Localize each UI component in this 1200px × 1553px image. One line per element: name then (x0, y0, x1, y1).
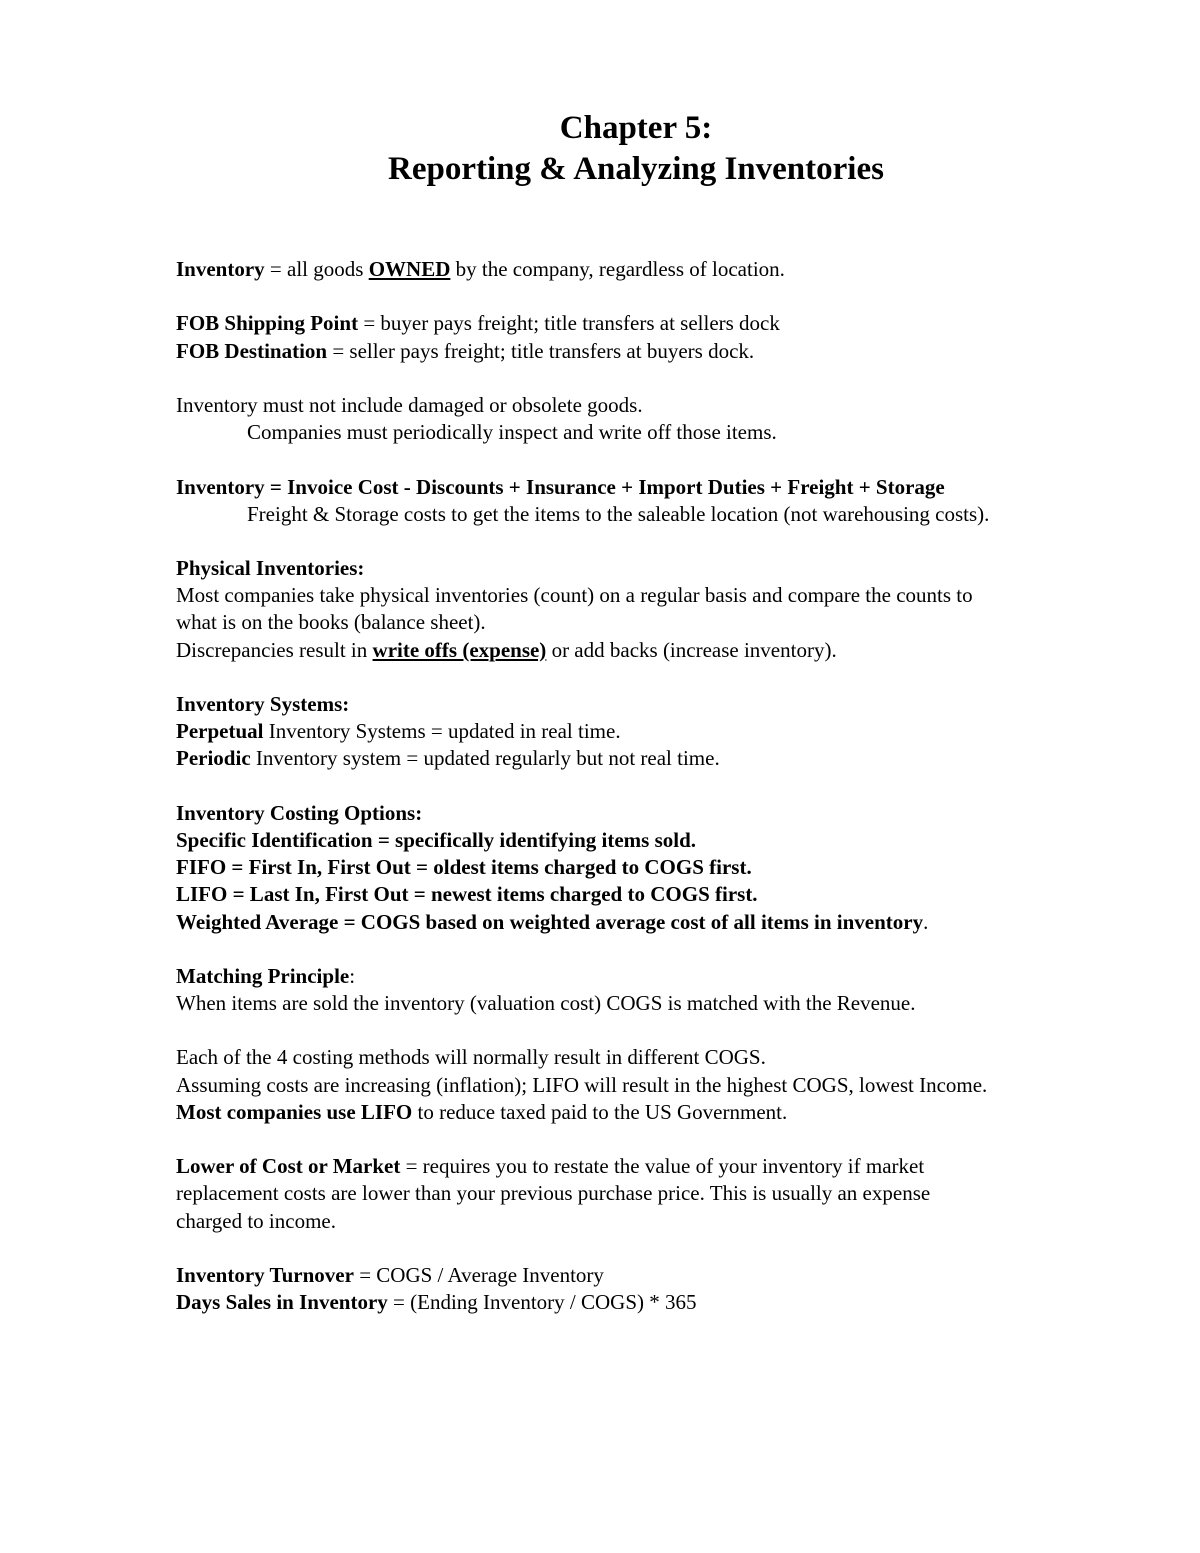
text: Weighted Average = COGS based on weighted average cost of all items in inventory (176, 909, 924, 934)
term: Perpetual (176, 719, 264, 744)
text: LIFO = Last In, First Out = newest items charged to COGS first. (176, 882, 758, 907)
text: = all goods (264, 257, 369, 281)
term: FOB Destination (176, 338, 328, 363)
methods-line-1: Each of the 4 costing methods will normally result in different COGS. (176, 1045, 766, 1070)
term: FOB Shipping Point (176, 311, 359, 336)
inspect-line: Companies must periodically inspect and write off those items. (247, 420, 777, 445)
heading: Matching Principle (176, 963, 350, 988)
text: = requires you to restate the value of your inventory if market (400, 1154, 925, 1179)
physical-line-2: what is on the books (balance sheet). (176, 610, 486, 635)
text: Inventory system = updated regularly but not real time. (250, 746, 720, 771)
text: to reduce taxed paid to the US Government. (412, 1099, 788, 1124)
term: Inventory (176, 257, 265, 281)
methods-line-3 (176, 1099, 1136, 1126)
periodic-line (176, 745, 1136, 772)
heading: Inventory Costing Options: (176, 800, 423, 825)
text: = buyer pays freight; title transfers at sellers dock (358, 311, 780, 336)
costing-specific (176, 827, 1136, 854)
matching-line: When items are sold the inventory (valuation cost) COGS is matched with the Revenue. (176, 991, 916, 1016)
lcm-line-3: charged to income. (176, 1208, 336, 1233)
physical-line-3 (176, 637, 1136, 664)
inventory-formula (176, 474, 1136, 501)
costing-heading (176, 800, 1136, 827)
text: Specific Identification = specifically identifying items sold. (176, 827, 697, 852)
physical-line-1: Most companies take physical inventories (count) on a regular basis and compare the counts to (176, 583, 973, 608)
heading: Inventory Systems: (176, 692, 350, 716)
owned-emphasis: OWNED (368, 257, 451, 281)
turnover-line (176, 1262, 1136, 1289)
text: or add backs (increase inventory). (546, 637, 837, 662)
formula: Inventory = Invoice Cost - Discounts + Insurance + Import Duties + Freight + Storage (176, 474, 945, 499)
chapter-title (0, 108, 1200, 190)
systems-heading (176, 691, 1136, 718)
lcm-line-1 (176, 1153, 1136, 1180)
title-line-1: Chapter 5: (559, 110, 713, 146)
text: Inventory Systems = updated in real time. (263, 719, 621, 744)
text: . (923, 909, 929, 934)
write-offs-emphasis: write offs (expense) (372, 637, 547, 662)
text: FIFO = First In, First Out = oldest items charged to COGS first. (176, 855, 752, 880)
term: Most companies use LIFO (176, 1099, 413, 1124)
perpetual-line (176, 718, 1136, 745)
damaged-goods-line: Inventory must not include damaged or obsolete goods. (176, 392, 643, 417)
term: Periodic (176, 746, 251, 771)
term: Days Sales in Inventory (176, 1290, 388, 1315)
lcm-line-2: replacement costs are lower than your previous purchase price. This is usually an expense (176, 1181, 931, 1206)
text: = seller pays freight; title transfers at buyers dock. (327, 338, 755, 363)
text: : (349, 963, 356, 988)
inventory-definition (176, 256, 1136, 283)
text: by the company, regardless of location. (450, 257, 785, 281)
text: Discrepancies result in (176, 637, 373, 662)
costing-fifo (176, 854, 1136, 881)
methods-line-2: Assuming costs are increasing (inflation); LIFO will result in the highest COGS, lowest Income. (176, 1072, 988, 1097)
term: Lower of Cost or Market (176, 1154, 401, 1179)
text: = (Ending Inventory / COGS) * 365 (387, 1290, 697, 1315)
heading: Physical Inventories: (176, 556, 365, 581)
document-body (176, 256, 1136, 1316)
formula-note: Freight & Storage costs to get the items to the saleable location (not warehousing costs). (247, 501, 990, 526)
matching-heading (176, 963, 1136, 990)
term: Inventory Turnover (176, 1262, 354, 1287)
costing-weighted (176, 909, 1136, 936)
title-line-2: Reporting & Analyzing Inventories (388, 151, 884, 187)
costing-lifo (176, 881, 1136, 908)
fob-shipping-point (176, 310, 1136, 337)
days-sales-line (176, 1289, 1136, 1316)
fob-destination (176, 338, 1136, 365)
physical-heading (176, 555, 1136, 582)
text: = COGS / Average Inventory (353, 1262, 604, 1287)
